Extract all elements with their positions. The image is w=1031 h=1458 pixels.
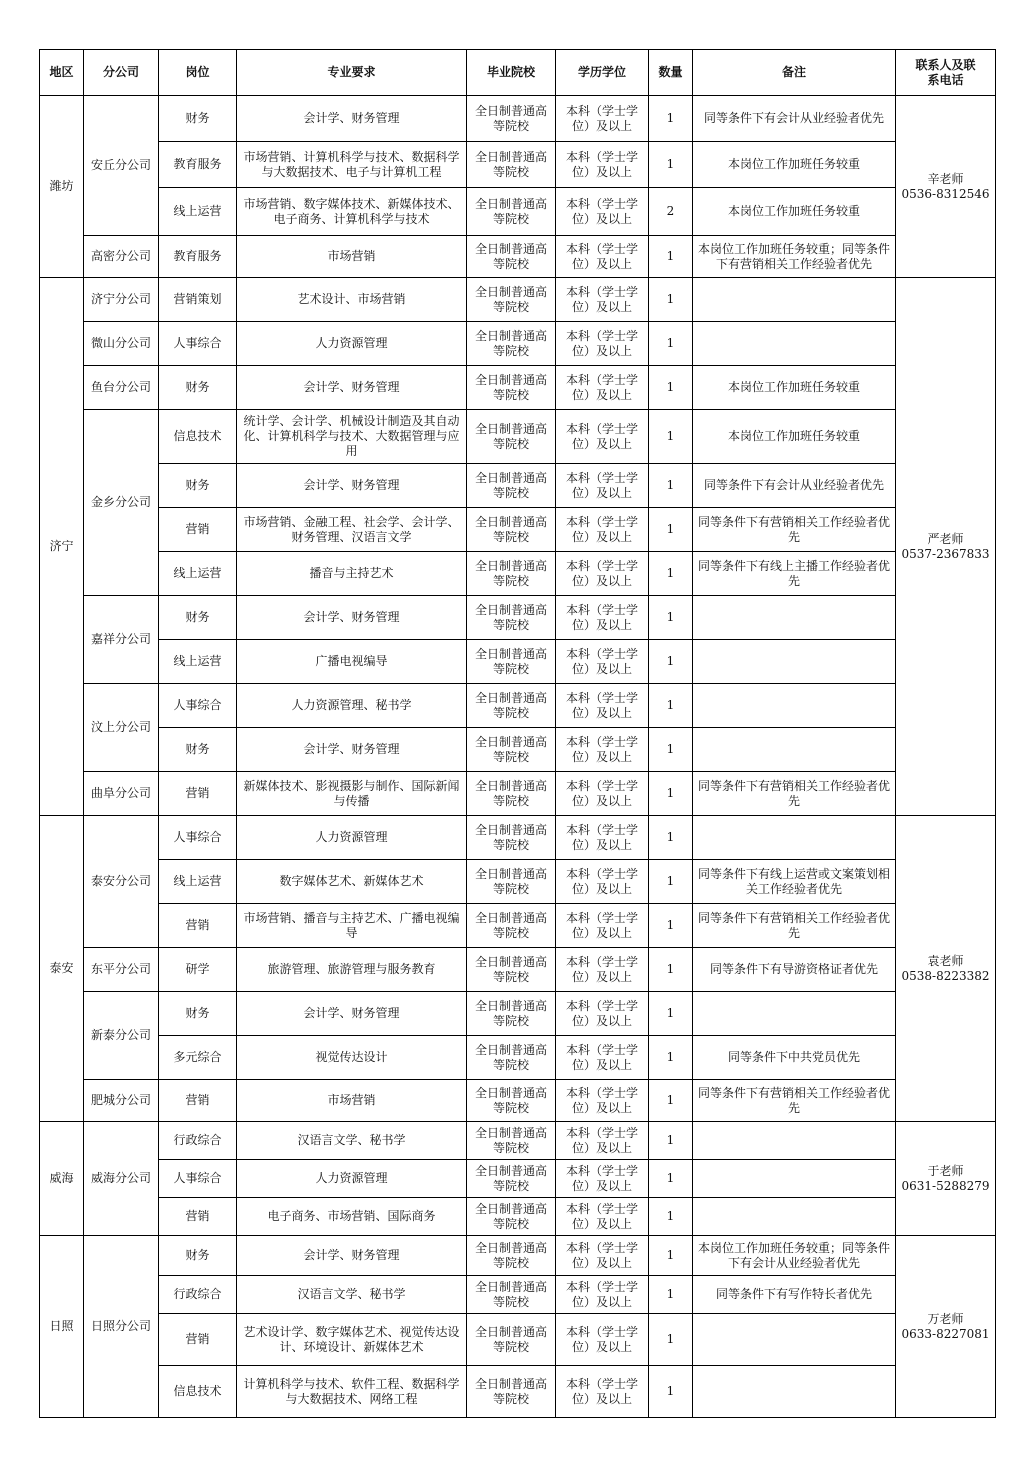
note-cell [693,684,896,728]
school-cell: 全日制普通高等院校 [467,596,556,640]
branch-cell: 肥城分公司 [84,1080,159,1122]
branch-cell: 济宁分公司 [84,278,159,322]
major-cell: 会计学、财务管理 [237,992,467,1036]
header-school: 毕业院校 [467,50,556,96]
branch-cell: 日照分公司 [84,1236,159,1418]
school-cell: 全日制普通高等院校 [467,410,556,464]
major-cell: 旅游管理、旅游管理与服务教育 [237,948,467,992]
major-cell: 计算机科学与技术、软件工程、数据科学与大数据技术、网络工程 [237,1366,467,1418]
table-row [40,1366,996,1418]
region-cell: 济宁 [40,278,84,816]
degree-cell: 本科（学士学位）及以上 [556,236,649,278]
major-cell: 汉语言文学、秘书学 [237,1122,467,1160]
school-cell: 全日制普通高等院校 [467,96,556,142]
table-row [40,1236,996,1276]
post-cell: 营销 [159,772,237,816]
contact-phone: 0536-8312546 [901,186,990,201]
table-row [40,640,996,684]
count-cell: 1 [649,278,693,322]
table-row [40,1036,996,1080]
school-cell: 全日制普通高等院校 [467,904,556,948]
note-cell: 同等条件下有线上运营或文案策划相关工作经验者优先 [693,860,896,904]
count-cell: 1 [649,992,693,1036]
count-cell: 1 [649,1276,693,1314]
count-cell: 1 [649,860,693,904]
major-cell: 播音与主持艺术 [237,552,467,596]
post-cell: 线上运营 [159,860,237,904]
degree-cell: 本科（学士学位）及以上 [556,992,649,1036]
school-cell: 全日制普通高等院校 [467,322,556,366]
major-cell: 会计学、财务管理 [237,728,467,772]
header-row [40,50,996,96]
table-row [40,236,996,278]
count-cell: 1 [649,1314,693,1366]
note-cell [693,1198,896,1236]
contact-cell [896,816,996,1122]
note-cell [693,1314,896,1366]
school-cell: 全日制普通高等院校 [467,1198,556,1236]
major-cell: 视觉传达设计 [237,1036,467,1080]
header-post: 岗位 [159,50,237,96]
contact-name: 严老师 [927,531,964,546]
major-cell: 市场营销、金融工程、社会学、会计学、财务管理、汉语言文学 [237,508,467,552]
major-cell: 艺术设计、市场营销 [237,278,467,322]
branch-cell: 泰安分公司 [84,816,159,948]
school-cell: 全日制普通高等院校 [467,1036,556,1080]
major-cell: 人力资源管理 [237,322,467,366]
major-cell: 艺术设计学、数字媒体艺术、视觉传达设计、环境设计、新媒体艺术 [237,1314,467,1366]
contact-name: 袁老师 [927,953,964,968]
count-cell: 1 [649,1036,693,1080]
note-cell: 同等条件下有线上主播工作经验者优先 [693,552,896,596]
post-cell: 行政综合 [159,1122,237,1160]
table-row [40,188,996,236]
note-cell: 同等条件下有会计从业经验者优先 [693,464,896,508]
major-cell: 会计学、财务管理 [237,366,467,410]
school-cell: 全日制普通高等院校 [467,1276,556,1314]
branch-cell: 威海分公司 [84,1122,159,1236]
note-cell [693,1122,896,1160]
degree-cell: 本科（学士学位）及以上 [556,904,649,948]
post-cell: 财务 [159,596,237,640]
degree-cell: 本科（学士学位）及以上 [556,410,649,464]
school-cell: 全日制普通高等院校 [467,188,556,236]
school-cell: 全日制普通高等院校 [467,772,556,816]
degree-cell: 本科（学士学位）及以上 [556,1366,649,1418]
degree-cell: 本科（学士学位）及以上 [556,142,649,188]
school-cell: 全日制普通高等院校 [467,1080,556,1122]
school-cell: 全日制普通高等院校 [467,640,556,684]
school-cell: 全日制普通高等院校 [467,464,556,508]
count-cell: 1 [649,1160,693,1198]
major-cell: 会计学、财务管理 [237,596,467,640]
major-cell: 市场营销、数字媒体技术、新媒体技术、电子商务、计算机科学与技术 [237,188,467,236]
note-cell [693,816,896,860]
branch-cell: 金乡分公司 [84,410,159,596]
degree-cell: 本科（学士学位）及以上 [556,684,649,728]
note-cell [693,640,896,684]
note-cell: 本岗位工作加班任务较重；同等条件下有营销相关工作经验者优先 [693,236,896,278]
header-major: 专业要求 [237,50,467,96]
major-cell: 人力资源管理 [237,816,467,860]
post-cell: 人事综合 [159,816,237,860]
post-cell: 线上运营 [159,640,237,684]
branch-cell: 汶上分公司 [84,684,159,772]
degree-cell: 本科（学士学位）及以上 [556,816,649,860]
note-cell [693,992,896,1036]
contact-cell [896,1122,996,1236]
count-cell: 1 [649,552,693,596]
note-cell [693,728,896,772]
post-cell: 教育服务 [159,236,237,278]
post-cell: 财务 [159,1236,237,1276]
post-cell: 财务 [159,728,237,772]
post-cell: 人事综合 [159,322,237,366]
note-cell: 本岗位工作加班任务较重 [693,366,896,410]
table-body [40,96,996,1418]
post-cell: 营销 [159,904,237,948]
note-cell [693,596,896,640]
degree-cell: 本科（学士学位）及以上 [556,278,649,322]
post-cell: 人事综合 [159,684,237,728]
school-cell: 全日制普通高等院校 [467,860,556,904]
branch-cell: 高密分公司 [84,236,159,278]
post-cell: 财务 [159,96,237,142]
school-cell: 全日制普通高等院校 [467,366,556,410]
degree-cell: 本科（学士学位）及以上 [556,1314,649,1366]
note-cell: 同等条件下有写作特长者优先 [693,1276,896,1314]
count-cell: 1 [649,322,693,366]
count-cell: 1 [649,1080,693,1122]
school-cell: 全日制普通高等院校 [467,1236,556,1276]
school-cell: 全日制普通高等院校 [467,236,556,278]
note-cell: 同等条件下有营销相关工作经验者优先 [693,508,896,552]
major-cell: 市场营销 [237,236,467,278]
region-cell: 日照 [40,1236,84,1418]
note-cell: 同等条件下有营销相关工作经验者优先 [693,1080,896,1122]
note-cell: 本岗位工作加班任务较重 [693,142,896,188]
major-cell: 市场营销 [237,1080,467,1122]
table-row [40,904,996,948]
note-cell [693,322,896,366]
table-row [40,1276,996,1314]
table-row [40,728,996,772]
table-row [40,948,996,992]
count-cell: 1 [649,236,693,278]
major-cell: 会计学、财务管理 [237,96,467,142]
post-cell: 财务 [159,464,237,508]
table-row [40,816,996,860]
header-count: 数量 [649,50,693,96]
count-cell: 1 [649,142,693,188]
table-row [40,96,996,142]
table-row [40,464,996,508]
degree-cell: 本科（学士学位）及以上 [556,596,649,640]
major-cell: 会计学、财务管理 [237,464,467,508]
count-cell: 1 [649,1198,693,1236]
major-cell: 新媒体技术、影视摄影与制作、国际新闻与传播 [237,772,467,816]
school-cell: 全日制普通高等院校 [467,816,556,860]
count-cell: 1 [649,96,693,142]
contact-phone: 0538-8223382 [901,968,990,983]
contact-phone: 0633-8227081 [901,1326,990,1341]
table-row [40,410,996,464]
note-cell: 本岗位工作加班任务较重 [693,188,896,236]
table-row [40,684,996,728]
table-row [40,508,996,552]
major-cell: 统计学、会计学、机械设计制造及其自动化、计算机科学与技术、大数据管理与应用 [237,410,467,464]
degree-cell: 本科（学士学位）及以上 [556,1036,649,1080]
region-cell: 潍坊 [40,96,84,278]
header-degree: 学历学位 [556,50,649,96]
count-cell: 1 [649,1122,693,1160]
contact-name: 于老师 [927,1163,964,1178]
table-row [40,1080,996,1122]
school-cell: 全日制普通高等院校 [467,948,556,992]
contact-name: 万老师 [927,1311,964,1326]
header-region: 地区 [40,50,84,96]
major-cell: 汉语言文学、秘书学 [237,1276,467,1314]
count-cell: 1 [649,684,693,728]
count-cell: 1 [649,904,693,948]
count-cell: 1 [649,1366,693,1418]
degree-cell: 本科（学士学位）及以上 [556,1160,649,1198]
post-cell: 财务 [159,366,237,410]
header-contact: 联系人及联系电话 [896,50,996,96]
major-cell: 人力资源管理 [237,1160,467,1198]
degree-cell: 本科（学士学位）及以上 [556,322,649,366]
table-row [40,366,996,410]
count-cell: 1 [649,728,693,772]
school-cell: 全日制普通高等院校 [467,508,556,552]
post-cell: 营销 [159,1080,237,1122]
note-cell: 同等条件下有会计从业经验者优先 [693,96,896,142]
header-branch: 分公司 [84,50,159,96]
contact-name: 辛老师 [927,171,964,186]
school-cell: 全日制普通高等院校 [467,1366,556,1418]
post-cell: 营销 [159,1198,237,1236]
note-cell: 同等条件下有营销相关工作经验者优先 [693,904,896,948]
table-row [40,142,996,188]
table-row [40,596,996,640]
school-cell: 全日制普通高等院校 [467,992,556,1036]
school-cell: 全日制普通高等院校 [467,1314,556,1366]
degree-cell: 本科（学士学位）及以上 [556,96,649,142]
contact-cell [896,278,996,816]
count-cell: 1 [649,1236,693,1276]
note-cell: 本岗位工作加班任务较重 [693,410,896,464]
count-cell: 1 [649,366,693,410]
count-cell: 1 [649,596,693,640]
recruitment-table [39,49,996,1418]
branch-cell: 微山分公司 [84,322,159,366]
count-cell: 2 [649,188,693,236]
contact-cell [896,1236,996,1418]
branch-cell: 安丘分公司 [84,96,159,236]
header-note: 备注 [693,50,896,96]
branch-cell: 鱼台分公司 [84,366,159,410]
note-cell: 同等条件下有营销相关工作经验者优先 [693,772,896,816]
degree-cell: 本科（学士学位）及以上 [556,772,649,816]
post-cell: 营销 [159,1314,237,1366]
table-row [40,1160,996,1198]
post-cell: 线上运营 [159,552,237,596]
school-cell: 全日制普通高等院校 [467,552,556,596]
note-cell [693,1366,896,1418]
table-row [40,278,996,322]
note-cell: 本岗位工作加班任务较重；同等条件下有会计从业经验者优先 [693,1236,896,1276]
degree-cell: 本科（学士学位）及以上 [556,508,649,552]
major-cell: 数字媒体艺术、新媒体艺术 [237,860,467,904]
count-cell: 1 [649,464,693,508]
count-cell: 1 [649,948,693,992]
post-cell: 信息技术 [159,410,237,464]
post-cell: 财务 [159,992,237,1036]
count-cell: 1 [649,508,693,552]
table-row [40,322,996,366]
count-cell: 1 [649,772,693,816]
post-cell: 研学 [159,948,237,992]
post-cell: 多元综合 [159,1036,237,1080]
post-cell: 线上运营 [159,188,237,236]
table-row [40,772,996,816]
degree-cell: 本科（学士学位）及以上 [556,188,649,236]
school-cell: 全日制普通高等院校 [467,1122,556,1160]
degree-cell: 本科（学士学位）及以上 [556,1198,649,1236]
note-cell: 同等条件下中共党员优先 [693,1036,896,1080]
degree-cell: 本科（学士学位）及以上 [556,640,649,684]
degree-cell: 本科（学士学位）及以上 [556,1122,649,1160]
contact-cell [896,96,996,278]
school-cell: 全日制普通高等院校 [467,278,556,322]
note-cell [693,1160,896,1198]
contact-phone: 0631-5288279 [901,1178,990,1193]
table-row [40,860,996,904]
degree-cell: 本科（学士学位）及以上 [556,860,649,904]
degree-cell: 本科（学士学位）及以上 [556,948,649,992]
note-cell [693,278,896,322]
post-cell: 行政综合 [159,1276,237,1314]
count-cell: 1 [649,410,693,464]
major-cell: 电子商务、市场营销、国际商务 [237,1198,467,1236]
post-cell: 信息技术 [159,1366,237,1418]
count-cell: 1 [649,640,693,684]
degree-cell: 本科（学士学位）及以上 [556,1080,649,1122]
contact-phone: 0537-2367833 [901,546,990,561]
school-cell: 全日制普通高等院校 [467,684,556,728]
table-row [40,1314,996,1366]
major-cell: 人力资源管理、秘书学 [237,684,467,728]
major-cell: 市场营销、计算机科学与技术、数据科学与大数据技术、电子与计算机工程 [237,142,467,188]
table-row [40,552,996,596]
branch-cell: 新泰分公司 [84,992,159,1080]
major-cell: 会计学、财务管理 [237,1236,467,1276]
table-row [40,1122,996,1160]
count-cell: 1 [649,816,693,860]
post-cell: 教育服务 [159,142,237,188]
degree-cell: 本科（学士学位）及以上 [556,464,649,508]
branch-cell: 东平分公司 [84,948,159,992]
region-cell: 威海 [40,1122,84,1236]
degree-cell: 本科（学士学位）及以上 [556,366,649,410]
region-cell: 泰安 [40,816,84,1122]
school-cell: 全日制普通高等院校 [467,142,556,188]
major-cell: 市场营销、播音与主持艺术、广播电视编导 [237,904,467,948]
post-cell: 营销 [159,508,237,552]
degree-cell: 本科（学士学位）及以上 [556,552,649,596]
school-cell: 全日制普通高等院校 [467,728,556,772]
branch-cell: 嘉祥分公司 [84,596,159,684]
table-row [40,1198,996,1236]
post-cell: 营销策划 [159,278,237,322]
degree-cell: 本科（学士学位）及以上 [556,1276,649,1314]
note-cell: 同等条件下有导游资格证者优先 [693,948,896,992]
major-cell: 广播电视编导 [237,640,467,684]
degree-cell: 本科（学士学位）及以上 [556,1236,649,1276]
post-cell: 人事综合 [159,1160,237,1198]
branch-cell: 曲阜分公司 [84,772,159,816]
school-cell: 全日制普通高等院校 [467,1160,556,1198]
degree-cell: 本科（学士学位）及以上 [556,728,649,772]
table-row [40,992,996,1036]
